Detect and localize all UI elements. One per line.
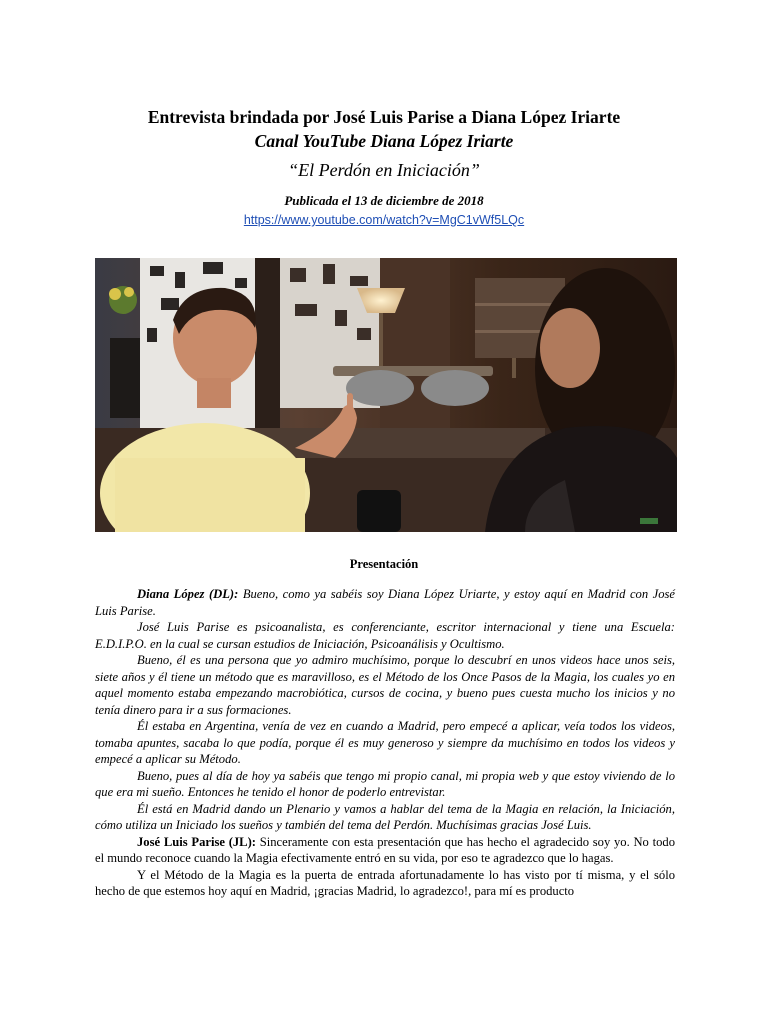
- interview-body: [95, 586, 675, 900]
- publication-date: Publicada el 13 de diciembre de 2018: [284, 193, 484, 208]
- paragraph: [95, 801, 675, 834]
- paragraph: [95, 586, 675, 619]
- paragraph-text: Bueno, como ya sabéis soy Diana López Uriarte, y estoy aquí en Madrid con José Luis Parise.: [95, 587, 676, 618]
- interview-photo: [95, 258, 677, 532]
- paragraph-text: Sinceramente con esta presentación que has hecho el agradecido soy yo. No todo el mundo reconoce cuando la Magia efectivamente entró en su vida, por eso te agradezco que lo hagas.: [95, 834, 675, 865]
- section-title: Presentación: [349, 557, 419, 571]
- paragraph: [95, 768, 675, 801]
- paragraph: [95, 718, 675, 768]
- youtube-link[interactable]: https://www.youtube.com/watch?v=MgC1vWf5LQc: [243, 213, 525, 227]
- paragraph: [95, 834, 675, 867]
- paragraph-text: Bueno, él es una persona que yo admiro muchísimo, porque lo descubrí en unos videos hace unos seis, siete años y él tiene un método que es maravilloso, es el Método de los Once Pasos de la Magia, los cuales yo en aquel momento estaba empezando macrobiótica, cursos de cocina, y bueno pues cuesta mucho los inicios y no tenía dinero para ir a sus formaciones.: [95, 653, 675, 717]
- document-subtitle: Canal YouTube Diana López Iriarte: [254, 131, 514, 151]
- speaker-label: Diana López (DL):: [137, 587, 239, 601]
- paragraph-text: Él está en Madrid dando un Plenario y vamos a hablar del tema de la Magia en relación, la Iniciación, cómo utiliza un Iniciado los sueños y también del tema del Perdón. Muchísimas gracias José Luis.: [95, 801, 675, 832]
- paragraph: [95, 867, 675, 900]
- paragraph-text: Él estaba en Argentina, venía de vez en cuando a Madrid, pero empecé a aplicar, veía todos los videos, tomaba apuntes, sacaba lo que podía, porque él es muy generoso y siempre da muchísimo en todos los videos y empecé a aplicar su Método.: [95, 719, 675, 766]
- paragraph: [95, 652, 675, 718]
- document-quote-title: “El Perdón en Iniciación”: [288, 160, 480, 180]
- paragraph-text: Y el Método de la Magia es la puerta de entrada afortunadamente lo has visto por tí misma, y el sólo hecho de que estemos hoy aquí en Madrid, ¡gracias Madrid, lo agradezco!, para mí es producto: [95, 867, 675, 898]
- paragraph-text: José Luis Parise es psicoanalista, es conferenciante, escritor internacional y tiene una Escuela: E.D.I.P.O. en la cual se cursan estudios de Iniciación, Psicoanálisis y Ocultismo.: [95, 620, 675, 651]
- speaker-label: José Luis Parise (JL):: [137, 834, 256, 849]
- paragraph: [95, 619, 675, 652]
- paragraph-text: Bueno, pues al día de hoy ya sabéis que tengo mi propio canal, mi propia web y que estoy viviendo de lo que era mi sueño. Entonces he tenido el honor de poderlo entrevistar.: [95, 768, 675, 799]
- document-title: Entrevista brindada por José Luis Parise a Diana López Iriarte: [147, 107, 621, 127]
